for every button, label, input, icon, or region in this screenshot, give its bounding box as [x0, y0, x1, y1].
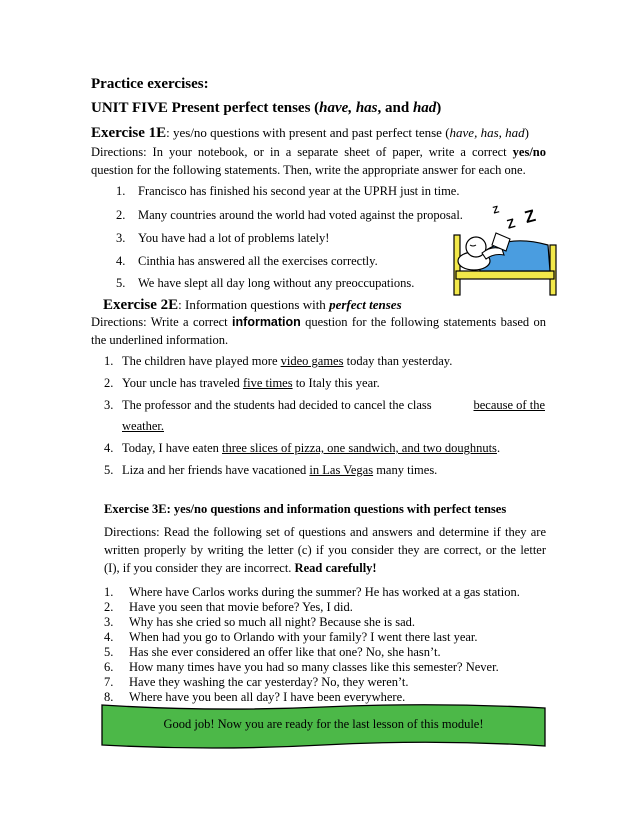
- list-item: 4. Cinthia has answered all the exercises correctly.: [116, 254, 378, 268]
- list-item: 2. Have you seen that movie before? Yes, I did.: [104, 600, 353, 614]
- list-item: 5. Has she ever considered an offer like that one? No, she hasn’t.: [104, 645, 441, 659]
- list-item: 1. Where have Carlos works during the summer? He has worked at a gas station.: [104, 585, 520, 599]
- unit-title: UNIT FIVE Present perfect tenses (have, has, and had): [91, 100, 442, 116]
- exercise-3-heading: Exercise 3E: yes/no questions and information questions with perfect tenses: [104, 502, 507, 516]
- exercise-3-directions: Directions: Read the following set of questions and answers and determine if they are written properly by writing the letter (c) if you consider they are correct, or the letter (I), if you consider they are incorrect. Read carefully!: [104, 525, 546, 575]
- exercise-1-heading: Exercise 1E: yes/no questions with present and past perfect tense (have, has, had): [91, 125, 529, 141]
- practice-title: Practice exercises:: [91, 76, 209, 92]
- banner-text: Good job! Now you are ready for the last lesson of this module!: [163, 717, 484, 731]
- zzz-icon: Z: [522, 205, 538, 228]
- zzz-icon: Z: [491, 204, 501, 217]
- list-item: 5. We have slept all day long without any preoccupations.: [116, 276, 415, 290]
- list-item: 5. Liza and her friends have vacationed in Las Vegas many times.: [104, 463, 438, 477]
- list-item: 6. How many times have you had so many classes like this semester? Never.: [104, 660, 499, 674]
- list-item: 1. The children have played more video games today than yesterday.: [104, 354, 453, 368]
- list-item: 8. Where have you been all day? I have been everywhere.: [104, 690, 406, 704]
- list-item: 3. You have had a lot of problems lately!: [116, 231, 330, 245]
- exercise-2-heading: Exercise 2E: Information questions with perfect tenses: [103, 297, 402, 313]
- exercise-2-directions: Directions: Write a correct information question for the following statements based on the underlined information.: [91, 315, 547, 347]
- zzz-icon: Z: [505, 215, 517, 232]
- list-item: 2. Your uncle has traveled five times to Italy this year.: [104, 376, 380, 390]
- list-item: 1. Francisco has finished his second year at the UPRH just in time.: [116, 184, 460, 198]
- list-item: 3. The professor and the students had decided to cancel the class because of the: [104, 398, 545, 412]
- list-item: 3. Why has she cried so much all night? Because she is sad.: [104, 615, 416, 629]
- list-item: 4. When had you go to Orlando with your family? I went there last year.: [104, 630, 478, 644]
- list-item: 2. Many countries around the world had voted against the proposal.: [116, 208, 463, 222]
- exercise-1-directions: Directions: In your notebook, or in a separate sheet of paper, write a correct yes/no question for the following statements. Then, write the appropriate answer for each one.: [91, 145, 546, 177]
- list-item: 4. Today, I have eaten three slices of pizza, one sandwich, and two doughnuts.: [104, 441, 501, 455]
- list-item: 7. Have they washing the car yesterday? No, they weren’t.: [104, 675, 409, 689]
- list-item: weather.: [122, 419, 164, 433]
